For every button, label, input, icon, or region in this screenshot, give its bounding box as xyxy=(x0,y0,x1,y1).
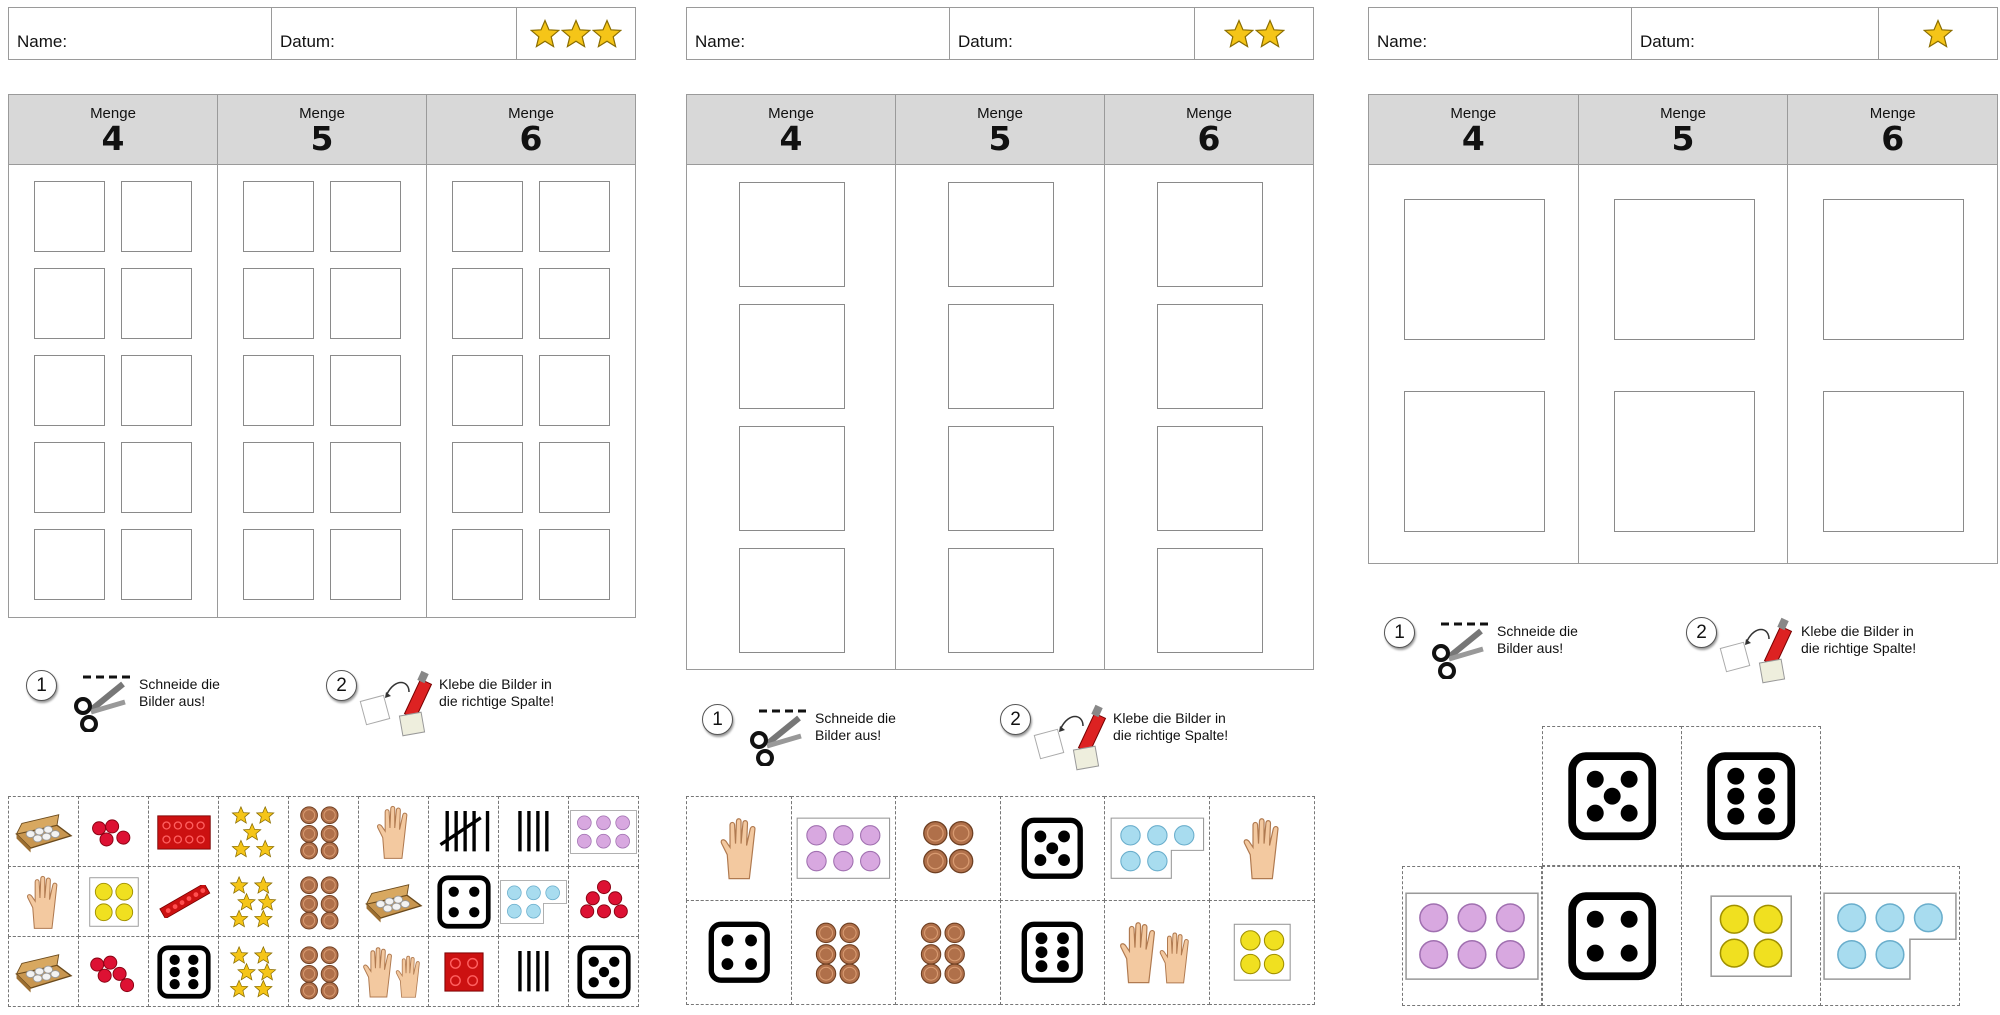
column-menge-4 xyxy=(9,95,218,617)
column-number: 6 xyxy=(1881,119,1905,158)
cutout-card-dice-6[interactable] xyxy=(1681,726,1821,866)
column-menge-6 xyxy=(1788,95,1997,563)
dice-six-icon xyxy=(1020,920,1084,984)
column-label: Menge xyxy=(977,105,1023,122)
answer-box[interactable] xyxy=(1614,391,1755,532)
yellow-dot-field-icon xyxy=(1230,920,1294,984)
answer-box[interactable] xyxy=(121,355,192,426)
cutout-card-hand-4[interactable] xyxy=(686,796,792,901)
answer-box[interactable] xyxy=(452,442,523,513)
hand-icon xyxy=(716,816,762,880)
cutout-card-dice-5[interactable] xyxy=(568,936,639,1007)
answer-box[interactable] xyxy=(452,355,523,426)
instruction-text: Schneide die xyxy=(1497,623,1578,639)
answer-box[interactable] xyxy=(121,529,192,600)
cutout-card-stars-6[interactable] xyxy=(218,866,289,937)
dice-five-icon xyxy=(576,944,632,1000)
cutout-card-blue-dots-5[interactable] xyxy=(1104,796,1210,901)
sorting-table xyxy=(8,94,636,618)
cutout-card-dice-6[interactable] xyxy=(1000,900,1106,1005)
column-menge-4 xyxy=(1369,95,1579,563)
answer-box[interactable] xyxy=(539,355,610,426)
column-label: Menge xyxy=(1869,105,1916,122)
name-date-header xyxy=(8,7,636,60)
column-label: Menge xyxy=(508,105,554,122)
answer-box[interactable] xyxy=(452,529,523,600)
answer-box[interactable] xyxy=(330,268,401,339)
tally-marks-icon xyxy=(511,806,556,856)
star-icon xyxy=(530,19,560,49)
cutout-card-stars-5[interactable] xyxy=(218,796,289,867)
answer-box[interactable] xyxy=(1404,391,1545,532)
cutout-pictures xyxy=(1402,726,1960,1008)
cutout-card-coins-6[interactable] xyxy=(288,866,359,937)
star-icon xyxy=(592,19,622,49)
star-icon xyxy=(1923,19,1953,49)
name-date-header xyxy=(1368,7,1998,60)
glue-icon xyxy=(1717,617,1807,687)
answer-box[interactable] xyxy=(539,529,610,600)
answer-box[interactable] xyxy=(1614,199,1755,340)
scissors-icon xyxy=(739,706,809,766)
answer-box[interactable] xyxy=(1823,391,1964,532)
answer-box[interactable] xyxy=(121,181,192,252)
column-menge-6 xyxy=(427,95,635,617)
answer-box[interactable] xyxy=(948,548,1054,653)
answer-box[interactable] xyxy=(330,529,401,600)
cutout-card-red-balls-6[interactable] xyxy=(568,866,639,937)
worksheet-one-star xyxy=(1368,0,1998,1015)
answer-box[interactable] xyxy=(1404,199,1545,340)
two-hands-icon xyxy=(359,944,428,1000)
cutout-card-tally-4[interactable] xyxy=(498,936,569,1007)
tally-marks-icon xyxy=(436,806,492,856)
answer-box[interactable] xyxy=(243,268,314,339)
coins-icon xyxy=(296,874,352,930)
dice-four-icon xyxy=(436,874,492,930)
cutout-card-hand-4[interactable] xyxy=(358,796,429,867)
cutout-card-coins-6[interactable] xyxy=(288,796,359,867)
dice-five-icon xyxy=(1566,750,1658,842)
cutout-card-yellow-dots-4[interactable] xyxy=(1209,900,1315,1005)
yellow-dot-field-icon xyxy=(86,874,142,930)
coins-icon xyxy=(811,920,875,984)
column-number: 6 xyxy=(519,119,543,158)
cutout-card-coins-6[interactable] xyxy=(288,936,359,1007)
hand-icon xyxy=(373,804,413,860)
two-hands-icon xyxy=(1115,920,1199,984)
red-balls-icon xyxy=(86,944,142,1000)
lego-brick-icon xyxy=(443,951,485,993)
answer-box[interactable] xyxy=(121,442,192,513)
cutout-card-hands-6[interactable] xyxy=(1104,900,1210,1005)
coins-icon xyxy=(916,816,980,880)
cutout-card-yellow-dots-4[interactable] xyxy=(1681,866,1821,1006)
cutout-card-dice-4[interactable] xyxy=(428,866,499,937)
answer-box[interactable] xyxy=(539,268,610,339)
column-number: 4 xyxy=(101,119,125,158)
difficulty-stars xyxy=(1195,8,1313,59)
answer-box[interactable] xyxy=(34,529,105,600)
instruction-text: Klebe die Bilder in xyxy=(439,676,552,692)
column-number: 5 xyxy=(988,119,1012,158)
cutout-card-tally-4[interactable] xyxy=(498,796,569,867)
instruction-cut xyxy=(702,704,896,766)
name-field[interactable] xyxy=(1369,8,1632,59)
name-label: Name: xyxy=(1377,31,1428,51)
instruction-text: die richtige Spalte! xyxy=(1801,640,1917,656)
coins-icon xyxy=(296,944,352,1000)
stars-icon xyxy=(226,944,282,1000)
step-number: 1 xyxy=(702,704,733,735)
column-label: Menge xyxy=(1186,105,1232,122)
cutout-card-coins-6[interactable] xyxy=(791,900,897,1005)
sorting-table xyxy=(1368,94,1998,564)
step-number: 2 xyxy=(1686,617,1717,648)
red-balls-icon xyxy=(86,804,142,860)
answer-box[interactable] xyxy=(948,182,1054,287)
answer-box[interactable] xyxy=(34,442,105,513)
answer-box[interactable] xyxy=(539,442,610,513)
answer-box[interactable] xyxy=(34,355,105,426)
column-menge-4 xyxy=(687,95,896,669)
sorting-table xyxy=(686,94,1314,670)
answer-box[interactable] xyxy=(243,529,314,600)
date-field[interactable] xyxy=(272,8,517,59)
instruction-glue xyxy=(326,670,554,740)
instruction-glue xyxy=(1686,617,1916,687)
red-balls-icon xyxy=(576,874,632,930)
column-menge-5 xyxy=(1579,95,1789,563)
answer-box[interactable] xyxy=(34,181,105,252)
pink-dot-field-icon xyxy=(569,804,638,860)
cutout-card-lego-brick-8[interactable] xyxy=(148,796,219,867)
worksheet-two-star xyxy=(686,0,1314,1015)
cutout-card-dice-4[interactable] xyxy=(686,900,792,1005)
pink-dot-field-icon xyxy=(795,816,892,880)
star-icon xyxy=(1224,19,1254,49)
cutout-card-yellow-dots-4[interactable] xyxy=(78,866,149,937)
answer-box[interactable] xyxy=(1823,199,1964,340)
column-number: 6 xyxy=(1197,119,1221,158)
instruction-text: Schneide die xyxy=(815,710,896,726)
cutout-card-dice-4[interactable] xyxy=(1542,866,1682,1006)
column-number: 4 xyxy=(779,119,803,158)
instruction-cut xyxy=(1384,617,1578,679)
tally-marks-icon xyxy=(511,946,556,996)
scissors-icon xyxy=(1421,619,1491,679)
column-label: Menge xyxy=(768,105,814,122)
cutout-card-coins-4[interactable] xyxy=(895,796,1001,901)
column-number: 5 xyxy=(1671,119,1695,158)
column-number: 5 xyxy=(310,119,334,158)
date-label: Datum: xyxy=(280,31,335,51)
answer-box[interactable] xyxy=(330,181,401,252)
answer-box[interactable] xyxy=(1157,182,1263,287)
blue-dot-field-icon xyxy=(1109,816,1206,880)
name-label: Name: xyxy=(695,31,746,51)
hand-icon xyxy=(1239,816,1285,880)
name-field[interactable] xyxy=(9,8,272,59)
blue-dot-field-icon xyxy=(1821,890,1959,982)
answer-box[interactable] xyxy=(1157,426,1263,531)
answer-box[interactable] xyxy=(739,426,845,531)
column-label: Menge xyxy=(1450,105,1497,122)
date-field[interactable] xyxy=(1632,8,1879,59)
answer-box[interactable] xyxy=(243,355,314,426)
cutout-card-tally-5[interactable] xyxy=(428,796,499,867)
glue-icon xyxy=(1031,704,1121,774)
dice-four-icon xyxy=(1566,890,1658,982)
answer-box[interactable] xyxy=(948,426,1054,531)
date-field[interactable] xyxy=(950,8,1195,59)
column-menge-5 xyxy=(896,95,1105,669)
instruction-text: die richtige Spalte! xyxy=(1113,727,1229,743)
pink-dot-field-icon xyxy=(1403,890,1541,982)
step-number: 1 xyxy=(1384,617,1415,648)
cutout-card-dice-6[interactable] xyxy=(148,936,219,1007)
cutout-card-blue-dots-5[interactable] xyxy=(498,866,569,937)
cutout-card-egg-carton[interactable] xyxy=(8,936,79,1007)
date-label: Datum: xyxy=(958,31,1013,51)
name-field[interactable] xyxy=(687,8,950,59)
answer-box[interactable] xyxy=(452,181,523,252)
dice-four-icon xyxy=(707,920,771,984)
answer-box[interactable] xyxy=(34,268,105,339)
coins-icon xyxy=(296,804,352,860)
egg-carton-icon xyxy=(13,949,75,994)
cutout-card-lego-brick-4[interactable] xyxy=(428,936,499,1007)
cutout-card-blue-dots-5[interactable] xyxy=(1820,866,1960,1006)
answer-box[interactable] xyxy=(243,181,314,252)
instruction-glue xyxy=(1000,704,1228,774)
dice-six-icon xyxy=(1705,750,1797,842)
cutout-card-pink-dots-6[interactable] xyxy=(1402,866,1542,1006)
name-label: Name: xyxy=(17,31,68,51)
column-label: Menge xyxy=(1660,105,1706,122)
dice-six-icon xyxy=(156,944,212,1000)
blue-dot-field-icon xyxy=(499,874,568,930)
step-number: 2 xyxy=(326,670,357,701)
cutout-card-pink-dots-6[interactable] xyxy=(568,796,639,867)
cutout-card-hand-5[interactable] xyxy=(1209,796,1315,901)
instruction-text: Bilder aus! xyxy=(1497,640,1564,656)
stars-icon xyxy=(226,874,282,930)
step-number: 1 xyxy=(26,670,57,701)
answer-box[interactable] xyxy=(739,548,845,653)
difficulty-stars xyxy=(517,8,635,59)
yellow-dot-field-icon xyxy=(1705,890,1797,982)
lego-brick-icon xyxy=(156,812,212,851)
answer-box[interactable] xyxy=(739,182,845,287)
lego-brick-icon xyxy=(156,885,212,919)
step-number: 2 xyxy=(1000,704,1031,735)
cutout-card-egg-carton[interactable] xyxy=(358,866,429,937)
instruction-text: die richtige Spalte! xyxy=(439,693,555,709)
column-label: Menge xyxy=(299,105,345,122)
cutout-card-pink-dots-6[interactable] xyxy=(791,796,897,901)
answer-box[interactable] xyxy=(330,355,401,426)
cutout-card-egg-carton[interactable] xyxy=(8,796,79,867)
column-menge-6 xyxy=(1105,95,1313,669)
instruction-text: Bilder aus! xyxy=(815,727,882,743)
coins-icon xyxy=(916,920,980,984)
cutout-card-stars-6[interactable] xyxy=(218,936,289,1007)
column-menge-5 xyxy=(218,95,427,617)
instruction-text: Klebe die Bilder in xyxy=(1113,710,1226,726)
dice-five-icon xyxy=(1020,816,1084,880)
glue-icon xyxy=(357,670,447,740)
star-icon xyxy=(561,19,591,49)
egg-carton-icon xyxy=(13,809,75,854)
cutout-pictures xyxy=(686,796,1314,1004)
instruction-text: Schneide die xyxy=(139,676,220,692)
answer-box[interactable] xyxy=(948,304,1054,409)
hand-icon xyxy=(23,874,63,930)
cutout-card-dice-5[interactable] xyxy=(1542,726,1682,866)
answer-box[interactable] xyxy=(1157,548,1263,653)
answer-box[interactable] xyxy=(452,268,523,339)
difficulty-stars xyxy=(1879,8,1997,59)
answer-box[interactable] xyxy=(739,304,845,409)
name-date-header xyxy=(686,7,1314,60)
star-icon xyxy=(1255,19,1285,49)
date-label: Datum: xyxy=(1640,31,1695,51)
cutout-card-dice-5[interactable] xyxy=(1000,796,1106,901)
answer-box[interactable] xyxy=(243,442,314,513)
instruction-cut xyxy=(26,670,220,732)
answer-box[interactable] xyxy=(121,268,192,339)
answer-box[interactable] xyxy=(330,442,401,513)
egg-carton-icon xyxy=(363,879,425,924)
instruction-text: Bilder aus! xyxy=(139,693,206,709)
column-number: 4 xyxy=(1461,119,1485,158)
cutout-card-red-balls-5[interactable] xyxy=(78,936,149,1007)
cutout-card-red-balls-4[interactable] xyxy=(78,796,149,867)
stars-icon xyxy=(226,804,282,860)
column-label: Menge xyxy=(90,105,136,122)
answer-box[interactable] xyxy=(539,181,610,252)
worksheet-three-star xyxy=(8,0,636,1015)
cutout-pictures xyxy=(8,796,638,1006)
cutout-card-hands-6[interactable] xyxy=(358,936,429,1007)
answer-box[interactable] xyxy=(1157,304,1263,409)
instruction-text: Klebe die Bilder in xyxy=(1801,623,1914,639)
cutout-card-lego-brick-6[interactable] xyxy=(148,866,219,937)
cutout-card-hand-4[interactable] xyxy=(8,866,79,937)
cutout-card-coins-6[interactable] xyxy=(895,900,1001,1005)
scissors-icon xyxy=(63,672,133,732)
